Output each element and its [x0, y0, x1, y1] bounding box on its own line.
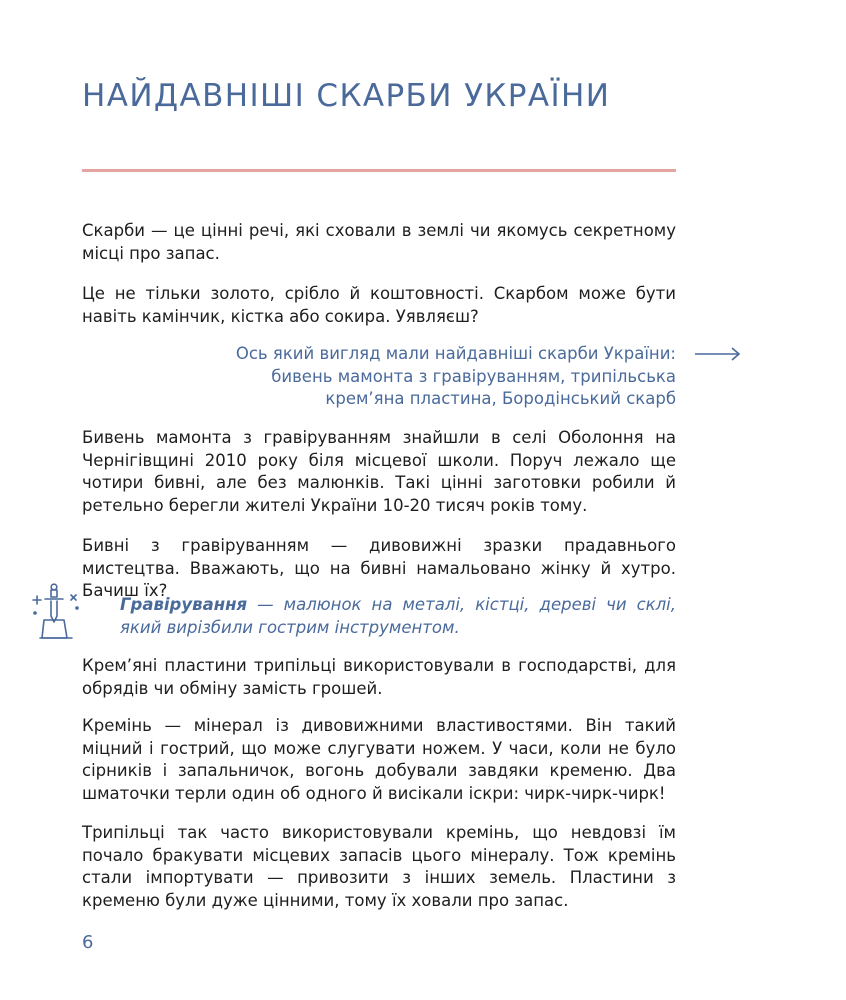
- title-divider: [82, 169, 676, 172]
- image-caption: [230, 343, 676, 411]
- caption-line-1: Ось який вигляд мали найдавніші скарби України:: [235, 344, 676, 363]
- right-arrow-icon: [694, 345, 742, 363]
- note-term: Гравірування: [120, 595, 248, 614]
- definition-note: [120, 594, 676, 639]
- page-number: 6: [82, 932, 94, 953]
- engraving-tool-icon: [30, 582, 86, 642]
- note-definition: — малюнок на металі, кістці, дереві чи склі, який вирізбили гострим інструментом.: [120, 595, 676, 637]
- paragraph-treasure-definition: Скарби — це цінні речі, які сховали в землі чи якомусь секретному місці про запас.: [82, 221, 676, 263]
- paragraph-not-only-gold: Це не тільки золото, срібло й коштовності. Скарбом може бути навіть камінчик, кістка або сокира. Уявляєш?: [82, 284, 676, 326]
- caption-line-3: крем’яна пластина, Бородінський скарб: [325, 389, 676, 408]
- paragraph-flint-import: Трипільці так часто використовували кремінь, що невдовзі їм почало бракувати місцевих запасів цього мінералу. Тож кремінь стали імпортувати — привозити з інших земель. Пластини з кременю були дуже цінними, тому їх ховали про запас.: [82, 823, 676, 910]
- paragraph-tusk-art: Бивні з гравіруванням — дивовижні зразки прадавнього мистецтва. Вважають, що на бивні намальовано жінку й хутро. Бачиш їх?: [82, 536, 676, 600]
- page-title: НАЙДАВНІШІ СКАРБИ УКРАЇНИ: [82, 78, 611, 114]
- caption-line-2: бивень мамонта з гравіруванням, трипільська: [271, 366, 676, 386]
- paragraph-flint-plates: Крем’яні пластини трипільці використовували в господарстві, для обрядів чи обміну замість грошей.: [82, 656, 676, 698]
- paragraph-flint-mineral: Кремінь — мінерал із дивовижними властивостями. Він такий міцний і гострий, що може слугувати ножем. У часи, коли не було сірників і запальничок, вогонь добували завдяки кременю. Два шматочки терли один об одного й висікали іскри: чирк-чирк-чирк!: [82, 716, 676, 803]
- paragraph-mammoth-tusk: Бивень мамонта з гравіруванням знайшли в селі Оболоння на Чернігівщині 2010 року біля місцевої школи. Поруч лежало ще чотири бивні, але без малюнків. Такі цінні заготовки робили й ретельно берегли жителі України 10-20 тисяч років тому.: [82, 428, 676, 515]
